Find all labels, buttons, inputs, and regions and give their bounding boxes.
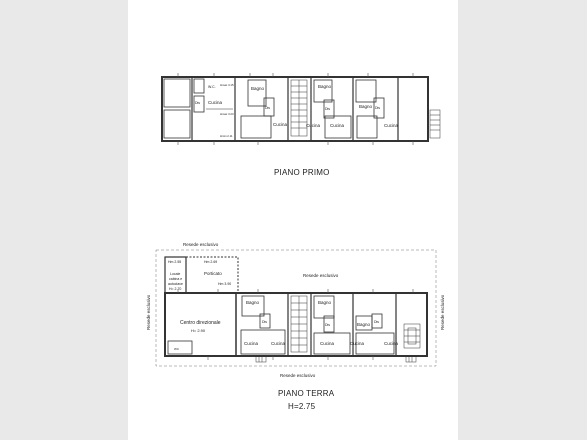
hall-label: Dis	[265, 106, 271, 110]
ground-floor-plan	[156, 250, 436, 366]
height-note: Hmin 2.11	[220, 134, 233, 138]
kitchen-label: Cucina	[320, 341, 335, 346]
first-floor-room-labels	[195, 83, 399, 138]
hall-label: Dis	[262, 320, 268, 324]
resede-label-middle: Resede esclusivo	[303, 273, 339, 278]
first-floor-title: PIANO PRIMO	[274, 168, 330, 177]
hall-label: Dis	[374, 320, 380, 324]
kitchen-label: Cucina	[384, 341, 399, 346]
hall-label: Dis	[375, 106, 381, 110]
height-note: Hm 3.90	[218, 282, 232, 286]
height-note: Hm 2.69	[204, 260, 218, 264]
first-floor-plan	[162, 73, 440, 145]
kitchen-label: Cucina	[273, 122, 288, 127]
bathroom-label: Bagno	[318, 300, 332, 305]
height-note: Hmax 3.15	[220, 83, 234, 87]
hall-label: Dis	[325, 107, 331, 111]
drawing-sheet	[128, 0, 458, 440]
kitchen-label: Cucina	[384, 123, 399, 128]
wc-label: WC	[174, 347, 179, 351]
bathroom-label: Bagno	[251, 86, 265, 91]
resede-label-left: Resede esclusivo	[146, 294, 151, 330]
bathroom-label: Bagno	[246, 300, 260, 305]
bathroom-label: Bagno	[357, 322, 371, 327]
hall-label: Dis	[325, 323, 331, 327]
kitchen-label: Cucina	[244, 341, 259, 346]
height-note: H= 2.90	[191, 328, 206, 333]
height-note: H= 2.70	[169, 287, 182, 291]
floor-plan-drawing	[128, 0, 458, 440]
resede-label-bottom: Resede esclusivo	[280, 373, 316, 378]
ground-floor-height: H=2.75	[288, 402, 316, 411]
bathroom-label: Bagno	[359, 104, 373, 109]
hall-label: Dis	[195, 101, 201, 105]
kitchen-label: Cucina	[306, 123, 321, 128]
ground-floor-title: PIANO TERRA	[278, 389, 335, 398]
portico-label: Porticato	[204, 271, 222, 276]
office-label: Centro direzionale	[180, 320, 221, 326]
wc-label: W.C.	[208, 85, 216, 89]
kitchen-label: Cucina	[330, 123, 345, 128]
height-note: Hm 2.55	[168, 260, 182, 264]
resede-label-top: Resede esclusivo	[183, 242, 219, 247]
bathroom-label: Bagno	[318, 84, 332, 89]
first-floor-outer-wall	[162, 77, 428, 141]
kitchen-label: Cucina	[350, 341, 365, 346]
utility-room-label: cabina e	[169, 277, 183, 281]
utility-room-label: autoclave	[168, 282, 183, 286]
height-note: Hmax 3.23	[220, 112, 234, 116]
resede-label-right: Resede esclusivo	[440, 294, 445, 330]
utility-room-label: Locale	[170, 272, 181, 276]
kitchen-label: Cucina	[208, 100, 223, 105]
kitchen-label: Cucina	[271, 341, 286, 346]
